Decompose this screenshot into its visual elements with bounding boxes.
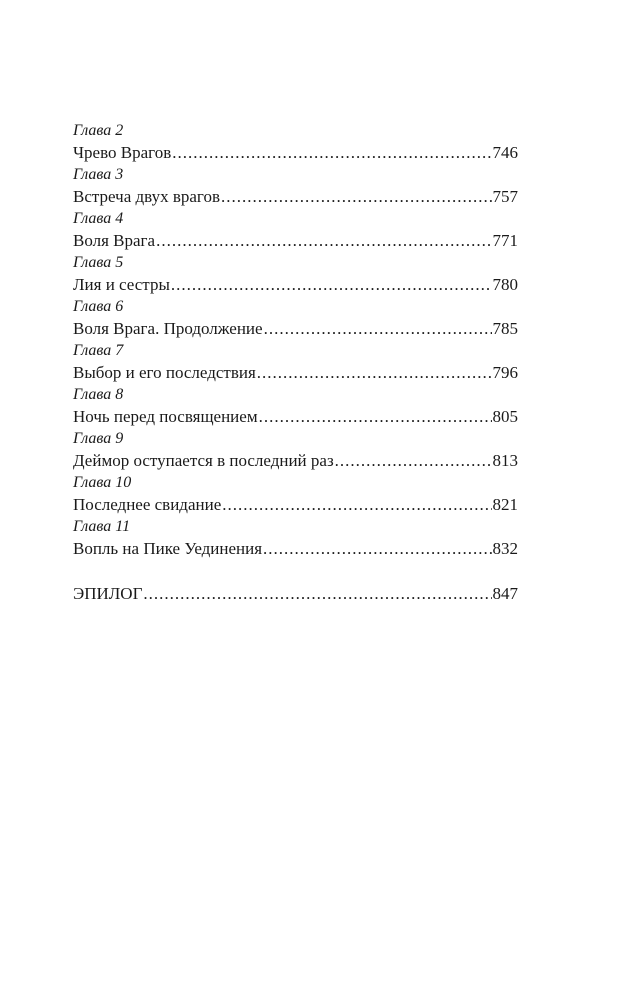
toc-chapter-11 <box>73 516 518 560</box>
chapter-label: Глава 5 <box>73 254 124 271</box>
toc-entry[interactable] <box>73 185 518 208</box>
entry-page-number: 780 <box>492 275 518 294</box>
entry-page-number: 757 <box>492 187 518 206</box>
entry-title: Вопль на Пике Уединения <box>73 539 263 558</box>
toc-chapter-8 <box>73 384 518 428</box>
toc-entry[interactable] <box>73 361 518 384</box>
entry-page-number: 821 <box>492 495 518 514</box>
dot-leader <box>156 229 491 252</box>
dot-leader <box>171 273 492 296</box>
entry-title: Лия и сестры <box>73 275 170 294</box>
dot-leader <box>263 537 491 560</box>
toc-entry[interactable] <box>73 537 518 560</box>
dot-leader <box>335 449 492 472</box>
toc-entry[interactable] <box>73 405 518 428</box>
chapter-label: Глава 4 <box>73 210 124 227</box>
toc-entry[interactable] <box>73 317 518 340</box>
dot-leader <box>259 405 492 428</box>
entry-title: Встреча двух врагов <box>73 187 220 206</box>
entry-title: ЭПИЛОГ <box>73 584 143 603</box>
entry-title: Деймор оступается в последний раз <box>73 451 334 470</box>
chapter-label: Глава 6 <box>73 298 124 315</box>
dot-leader <box>221 185 492 208</box>
entry-page-number: 832 <box>492 539 518 558</box>
toc-chapter-3 <box>73 164 518 208</box>
dot-leader <box>143 582 491 605</box>
entry-title: Воля Врага <box>73 231 156 250</box>
entry-page-number: 796 <box>492 363 518 382</box>
entry-page-number: 805 <box>492 407 518 426</box>
toc-entry[interactable] <box>73 449 518 472</box>
toc-entry[interactable] <box>73 141 518 164</box>
toc-entry-epilogue[interactable] <box>73 582 518 605</box>
entry-page-number: 771 <box>492 231 518 250</box>
entry-page-number: 785 <box>492 319 518 338</box>
dot-leader <box>172 141 491 164</box>
entry-title: Выбор и его последствия <box>73 363 256 382</box>
chapter-label: Глава 3 <box>73 166 124 183</box>
entry-page-number: 746 <box>492 143 518 162</box>
toc-chapter-5 <box>73 252 518 296</box>
chapter-label: Глава 7 <box>73 342 124 359</box>
toc-chapter-10 <box>73 472 518 516</box>
entry-page-number: 813 <box>492 451 518 470</box>
toc-chapter-7 <box>73 340 518 384</box>
toc-chapter-4 <box>73 208 518 252</box>
table-of-contents <box>73 120 518 605</box>
toc-entry[interactable] <box>73 229 518 252</box>
chapter-label: Глава 2 <box>73 122 124 139</box>
toc-entry[interactable] <box>73 273 518 296</box>
dot-leader <box>264 317 492 340</box>
dot-leader <box>222 493 491 516</box>
toc-chapter-6 <box>73 296 518 340</box>
toc-chapter-2 <box>73 120 518 164</box>
entry-title: Чрево Врагов <box>73 143 172 162</box>
chapter-label: Глава 10 <box>73 474 132 491</box>
entry-title: Последнее свидание <box>73 495 222 514</box>
entry-page-number: 847 <box>492 584 518 603</box>
chapter-label: Глава 9 <box>73 430 124 447</box>
chapter-label: Глава 8 <box>73 386 124 403</box>
dot-leader <box>257 361 492 384</box>
toc-chapter-9 <box>73 428 518 472</box>
toc-entry[interactable] <box>73 493 518 516</box>
entry-title: Ночь перед посвящением <box>73 407 258 426</box>
chapter-label: Глава 11 <box>73 518 131 535</box>
entry-title: Воля Врага. Продолжение <box>73 319 263 338</box>
